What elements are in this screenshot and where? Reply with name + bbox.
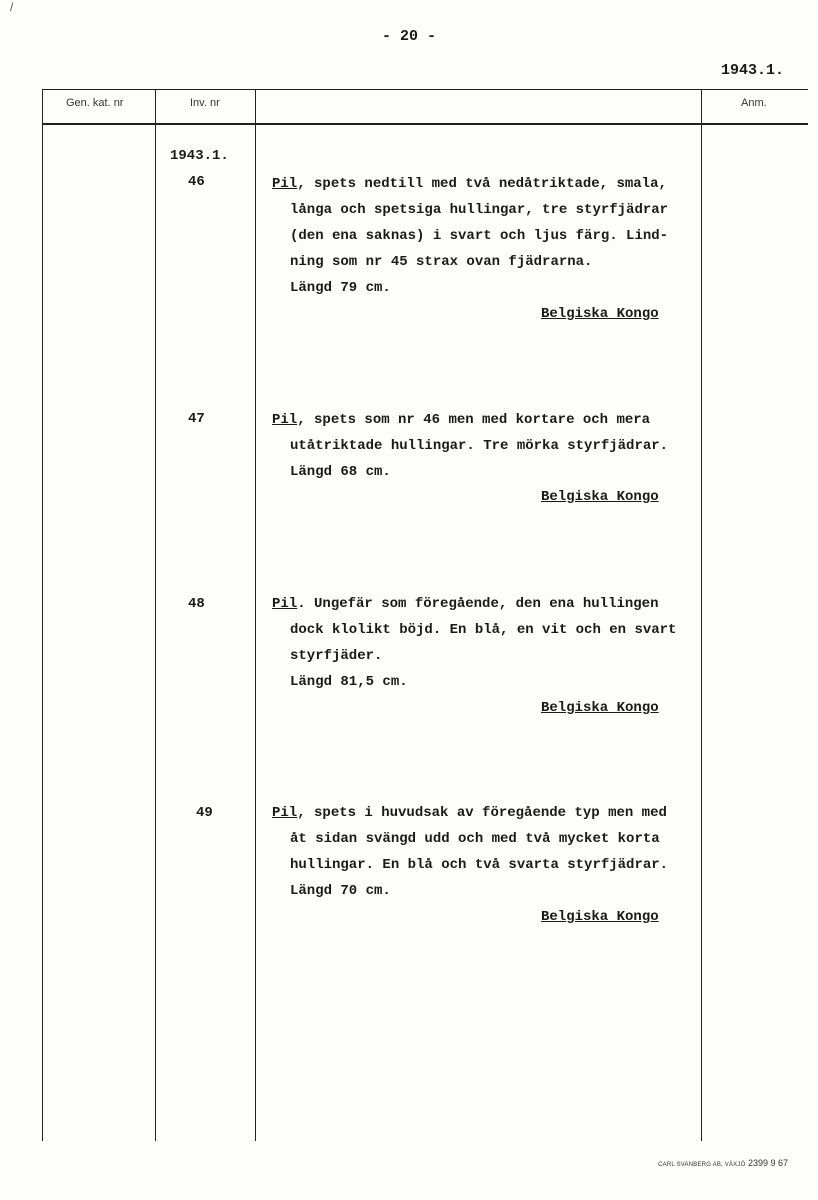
entry-length: Längd 68 cm. [290,464,391,480]
entry-length: Längd 79 cm. [290,280,391,296]
column-header-inv-nr: Inv. nr [190,97,220,109]
entry-line: utåtriktade hullingar. Tre mörka styrfjädrar. [290,438,669,454]
column-line-inv-desc [255,89,256,1141]
entry-line: (den ena saknas) i svart och ljus färg. Lind- [290,228,669,244]
entry-first-line-text: , spets i huvudsak av föregående typ men med [297,805,667,821]
inv-number: 49 [196,805,213,821]
entry-line: hullingar. En blå och två svarta styrfjädrar. [290,857,669,873]
form-code: 2399 9 67 [747,1158,788,1168]
inv-number: 48 [188,596,205,612]
column-header-anm: Anm. [741,97,767,109]
batch-label: 1943.1. [170,148,229,164]
entry-line: dock klolikt böjd. En blå, en vit och en svart [290,622,677,638]
printer-name: CARL SVANBERG AB, VÄXJÖ [658,1162,746,1168]
entry-first-line [272,591,658,617]
header-top-rule [42,89,808,90]
entry-first-line-text: , spets som nr 46 men med kortare och mera [297,412,651,428]
entry-first-line [272,171,667,197]
column-line-desc-anm [701,89,702,1141]
entry-line: åt sidan svängd udd och med två mycket korta [290,831,660,847]
entry-length: Längd 81,5 cm. [290,674,408,690]
entry-length: Längd 70 cm. [290,883,391,899]
corner-mark: / [10,0,14,14]
entry-first-line [272,407,650,433]
printer-imprint [658,1158,788,1168]
entry-line: långa och spetsiga hullingar, tre styrfjädrar [290,202,669,218]
entry-origin: Belgiska Kongo [541,700,659,716]
entry-first-line-text: . Ungefär som föregående, den ena hullingen [297,596,659,612]
column-header-gen-kat: Gen. kat. nr [66,97,124,109]
page-number: - 20 - [381,28,436,45]
inv-number: 46 [188,174,205,190]
entry-origin: Belgiska Kongo [541,489,659,505]
entry-first-line [272,800,667,826]
entry-line: styrfjäder. [290,648,383,664]
entry-origin: Belgiska Kongo [541,909,659,925]
column-line-gen-inv [155,89,156,1141]
entry-origin: Belgiska Kongo [541,306,659,322]
column-line-left [42,89,43,1141]
entry-first-line-text: , spets nedtill med två nedåtriktade, smala, [297,176,667,192]
header-bottom-rule [42,123,808,125]
entry-keyword: Pil [272,805,298,821]
entry-keyword: Pil [272,596,298,612]
batch-number-header: 1943.1. [720,62,784,79]
entry-line: ning som nr 45 strax ovan fjädrarna. [290,254,593,270]
entry-keyword: Pil [272,412,298,428]
inv-number: 47 [188,411,205,427]
entry-keyword: Pil [272,176,298,192]
